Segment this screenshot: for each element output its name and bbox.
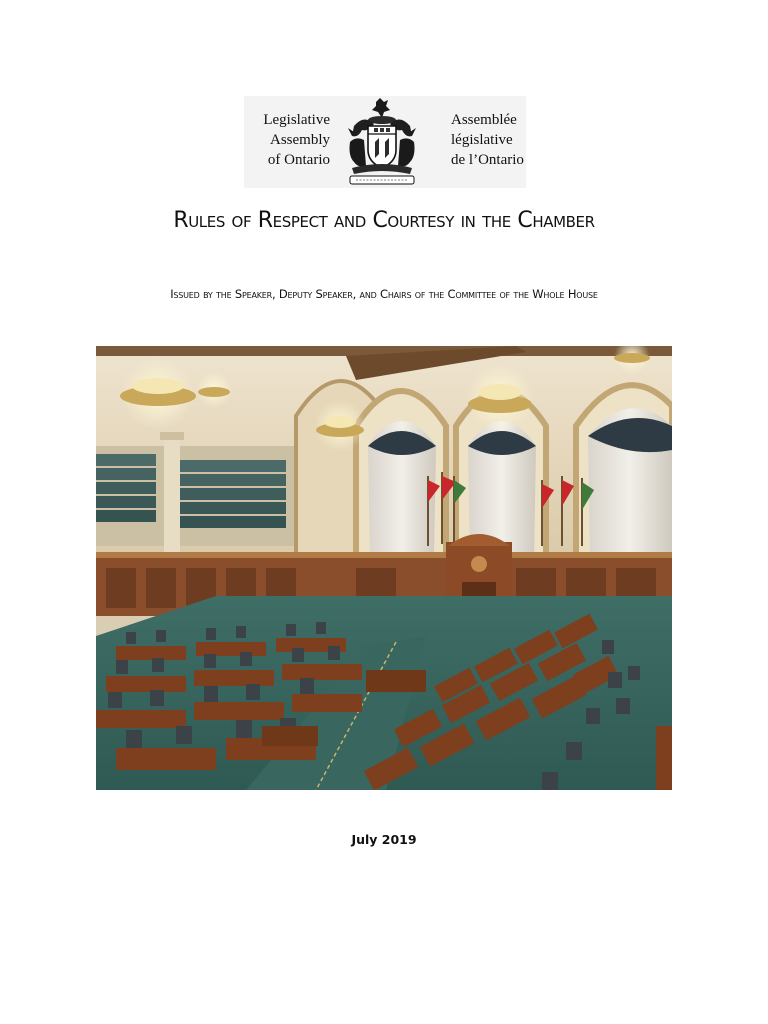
french-name-line: de l’Ontario [451, 152, 524, 168]
assembly-name-french [451, 110, 537, 170]
english-name-line: Assembly [270, 132, 330, 148]
publication-date: July 2019 [351, 832, 417, 847]
curtains [368, 408, 672, 558]
document-subtitle: Issued by the Speaker, Deputy Speaker, and Chairs of the Committee of the Whole House [170, 287, 598, 301]
coat-of-arms-icon [344, 96, 420, 188]
legislative-chamber-photo [96, 346, 672, 790]
french-name-line: législative [451, 132, 513, 148]
english-name-line: Legislative [263, 112, 330, 128]
french-name-line: Assemblée [451, 112, 517, 128]
assembly-name-english [244, 110, 330, 170]
document-title: Rules of Respect and Courtesy in the Chamber [173, 208, 595, 233]
gallery-seating [96, 454, 286, 528]
english-name-line: of Ontario [267, 152, 330, 168]
chamber-illustration [96, 346, 672, 790]
assembly-logo [244, 96, 526, 188]
